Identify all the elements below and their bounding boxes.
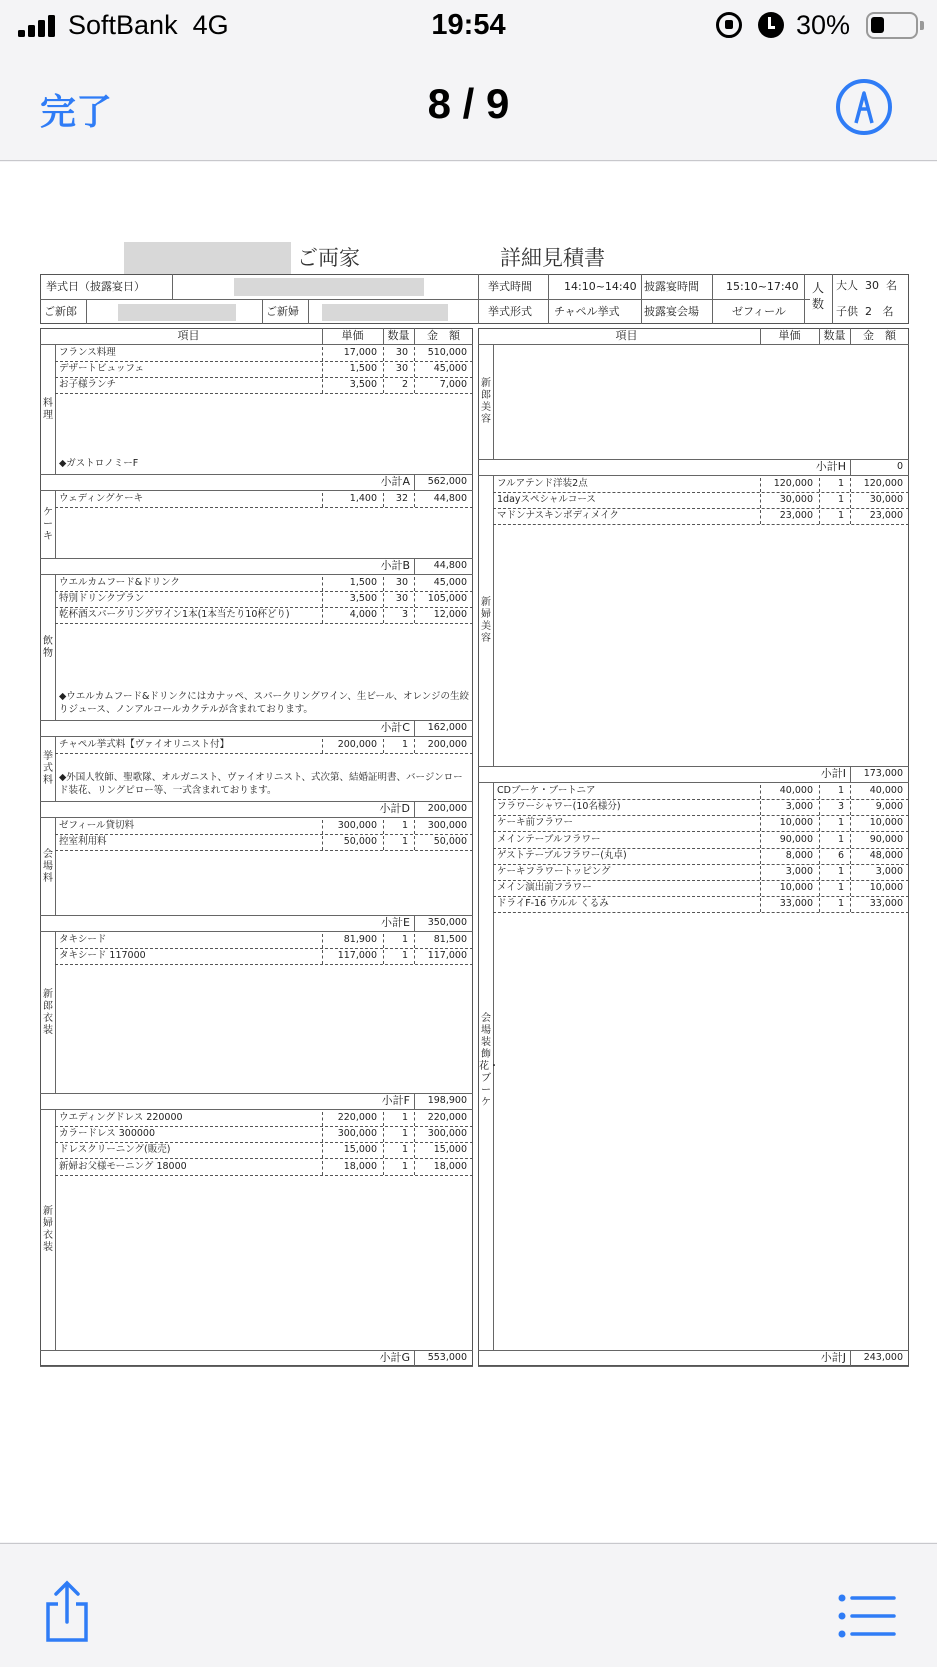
line-item-amount: 9,000 [875, 801, 903, 813]
section-note: ◆ガストロノミーF [59, 458, 139, 469]
column-header-qty: 数量 [387, 329, 410, 342]
line-item-name: ドレスクリーニング(販売) [59, 1144, 171, 1156]
line-item-price: 90,000 [779, 833, 813, 845]
section-category: 新郎美容 [481, 378, 491, 425]
guest-adults: 大人 30 名 [836, 279, 897, 292]
line-item-amount: 3,000 [875, 866, 903, 877]
line-item-amount: 15,000 [433, 1144, 467, 1156]
line-item-price: 17,000 [343, 347, 377, 358]
battery-icon [866, 12, 918, 39]
column-header-amount: 金 額 [427, 329, 460, 342]
column-header-unit-price: 単価 [341, 329, 364, 342]
document-title: 詳細見積書 [500, 246, 605, 270]
line-item-price: 3,000 [785, 866, 813, 877]
bride-label: ご新婦 [266, 305, 299, 318]
line-item-amount: 117,000 [427, 950, 467, 962]
line-item-name: 新婦お父様モーニング 18000 [59, 1160, 187, 1172]
line-item-qty: 1 [837, 882, 844, 894]
line-item-amount: 220,000 [427, 1112, 467, 1123]
section-note: ◆外国人牧師、聖歌隊、オルガニスト、ヴァイオリニスト、式次第、結婚証明書、バージンロード装花、リングピロー等、一式含まれております。 [59, 772, 463, 796]
line-item-price: 200,000 [337, 739, 377, 750]
line-item-price: 117,000 [337, 950, 377, 962]
bottom-toolbar [0, 1543, 937, 1667]
line-item-amount: 120,000 [863, 478, 903, 489]
status-bar [0, 0, 937, 50]
line-item-amount: 105,000 [427, 593, 467, 605]
line-item-price: 10,000 [779, 882, 813, 894]
line-item-qty: 1 [837, 866, 844, 877]
ceremony-date-label: 挙式日（披露宴日） [46, 280, 145, 293]
line-item-qty: 1 [401, 934, 408, 945]
line-item-name: ゲストテーブルフラワー(丸卓) [497, 849, 627, 861]
subtotal-amount: 162,000 [427, 722, 467, 733]
line-item-qty: 1 [401, 1128, 408, 1140]
reception-time: 15:10~17:40 [726, 280, 799, 293]
line-item-qty: 1 [837, 785, 844, 796]
line-item-qty: 1 [401, 950, 408, 962]
section-category: 新郎衣装 [43, 988, 53, 1036]
subtotal-label: 小計A [380, 475, 410, 488]
subtotal-amount: 0 [896, 461, 903, 472]
venue-label: 披露宴会場 [644, 305, 699, 318]
share-icon[interactable] [40, 1580, 94, 1644]
line-item-amount: 300,000 [427, 820, 467, 831]
line-item-amount: 44,800 [433, 493, 467, 504]
line-item-qty: 3 [401, 609, 408, 621]
line-item-name: 1dayスペシャルコース [497, 494, 596, 506]
subtotal-amount: 200,000 [427, 803, 467, 814]
column-header-unit-price: 単価 [778, 329, 801, 342]
line-item-name: チャペル挙式料【ヴァイオリニスト付】 [59, 739, 230, 750]
subtotal-label: 小計H [815, 460, 846, 473]
reception-time-label: 披露宴時間 [644, 280, 699, 293]
line-item-name: ドライF-16 ウルル くるみ [497, 898, 609, 910]
line-item-price: 1,500 [349, 363, 377, 375]
line-item-price: 8,000 [785, 849, 813, 861]
line-item-price: 50,000 [343, 836, 377, 848]
line-item-name: 控室利用料 [59, 836, 107, 848]
line-item-name: CDブーケ・ブートニア [497, 785, 596, 796]
line-item-qty: 1 [401, 820, 408, 831]
line-item-qty: 2 [401, 379, 408, 391]
line-item-price: 300,000 [337, 1128, 377, 1140]
line-item-name: ケーキ前フラワー [497, 817, 574, 829]
line-item-amount: 48,000 [869, 849, 903, 861]
section-category: 会場料 [43, 848, 53, 884]
line-item-name: タキシード 117000 [59, 950, 146, 962]
rotation-lock-icon [716, 12, 742, 38]
markup-pen-icon[interactable] [836, 79, 892, 135]
line-item-name: ウエディングドレス 220000 [59, 1112, 183, 1123]
carrier-label: SoftBank 4G [68, 10, 229, 40]
line-item-amount: 23,000 [869, 510, 903, 522]
line-item-price: 23,000 [779, 510, 813, 522]
line-item-amount: 12,000 [433, 609, 467, 621]
line-item-qty: 1 [401, 1160, 408, 1172]
subtotal-amount: 198,900 [427, 1095, 467, 1106]
column-header-item: 項目 [615, 329, 638, 342]
estimate-page [0, 162, 937, 1542]
section-note: ◆ウエルカムフード&ドリンクにはカナッペ、スパークリングワイン、生ビール、オレンジの生絞りジュース、ノンアルコールカクテルが含まれております。 [59, 691, 470, 715]
line-item-name: ゼフィール貸切料 [59, 820, 135, 831]
venue: ゼフィール [732, 305, 786, 318]
line-item-amount: 300,000 [427, 1128, 467, 1140]
line-item-qty: 30 [395, 577, 408, 588]
line-item-name: タキシード [59, 934, 107, 945]
line-item-qty: 1 [401, 739, 408, 750]
section-category: 新婦衣装 [43, 1206, 53, 1253]
ceremony-style-label: 挙式形式 [488, 305, 532, 318]
alarm-icon [758, 12, 784, 38]
subtotal-label: 小計F [381, 1094, 410, 1107]
subtotal-amount: 44,800 [433, 560, 467, 571]
navigation-bar [0, 50, 937, 161]
battery-percent: 30% [796, 10, 851, 40]
column-header-item: 項目 [177, 329, 200, 342]
section-category: ケーキ [43, 506, 53, 542]
line-item-qty: 1 [837, 510, 844, 522]
subtotal-label: 小計D [379, 802, 410, 815]
section-category: 挙式料 [43, 751, 53, 786]
line-item-amount: 10,000 [869, 817, 903, 829]
line-item-price: 40,000 [779, 785, 813, 796]
subtotal-label: 小計J [820, 1351, 846, 1364]
line-item-amount: 33,000 [869, 898, 903, 910]
subtotal-label: 小計C [380, 721, 410, 734]
line-item-price: 3,500 [349, 593, 377, 605]
subtotal-amount: 243,000 [863, 1352, 903, 1363]
line-item-amount: 90,000 [869, 833, 903, 845]
line-item-qty: 1 [401, 836, 408, 848]
ceremony-style: チャペル挙式 [554, 305, 620, 318]
line-item-price: 18,000 [343, 1160, 377, 1172]
list-icon[interactable] [838, 1594, 896, 1638]
line-item-amount: 45,000 [433, 363, 467, 375]
line-item-amount: 45,000 [433, 577, 467, 588]
ceremony-time: 14:10~14:40 [564, 280, 637, 293]
subtotal-label: 小計E [381, 916, 410, 929]
column-header-qty: 数量 [823, 329, 846, 342]
line-item-amount: 10,000 [869, 882, 903, 894]
line-item-qty: 30 [395, 593, 408, 605]
line-item-qty: 32 [395, 493, 408, 504]
line-item-name: ウエルカムフード&ドリンク [59, 577, 180, 588]
done-button[interactable]: 完了 [40, 92, 113, 133]
line-item-qty: 1 [837, 898, 844, 910]
subtotal-label: 小計B [380, 559, 410, 572]
line-item-name: 特別ドリンクプラン [59, 593, 145, 605]
line-item-price: 220,000 [337, 1112, 377, 1123]
line-item-price: 3,500 [349, 379, 377, 391]
line-item-amount: 81,500 [433, 934, 467, 945]
column-header-amount: 金 額 [863, 329, 896, 342]
line-item-amount: 18,000 [433, 1160, 467, 1172]
line-item-qty: 1 [837, 817, 844, 829]
section-category: 飲物 [43, 635, 53, 659]
line-item-name: カラードレス 300000 [59, 1128, 156, 1140]
section-category: 料理 [43, 397, 53, 421]
line-item-amount: 7,000 [439, 379, 467, 391]
line-item-name: メイン演出前フラワー [497, 882, 592, 894]
line-item-price: 3,000 [785, 801, 813, 813]
line-item-price: 33,000 [779, 898, 813, 910]
ceremony-time-label: 挙式時間 [488, 280, 532, 293]
clock: 19:54 [431, 9, 506, 41]
subtotal-amount: 173,000 [863, 768, 903, 779]
line-item-name: ケーキフラワートッピング [497, 866, 611, 877]
subtotal-label: 小計G [379, 1351, 410, 1364]
line-item-price: 120,000 [773, 478, 813, 489]
line-item-amount: 30,000 [869, 494, 903, 506]
line-item-qty: 6 [837, 849, 844, 861]
line-item-amount: 50,000 [433, 836, 467, 848]
subtotal-amount: 350,000 [427, 917, 467, 928]
subtotal-label: 小計I [820, 767, 846, 780]
line-item-price: 1,500 [349, 577, 377, 588]
subtotal-amount: 553,000 [427, 1352, 467, 1363]
line-item-qty: 1 [837, 478, 844, 489]
line-item-name: マドンナスキンボディメイク [497, 510, 619, 522]
guest-children: 子供 2 名 [836, 305, 894, 318]
line-item-price: 300,000 [337, 820, 377, 831]
line-item-qty: 1 [401, 1112, 408, 1123]
guests-label: 人数 [811, 281, 824, 311]
line-item-name: ウェディングケーキ [59, 493, 144, 504]
document-viewer[interactable] [0, 162, 937, 1542]
line-item-price: 30,000 [779, 494, 813, 506]
line-item-price: 1,400 [349, 493, 377, 504]
line-item-name: デザートビュッフェ [59, 363, 145, 375]
line-item-qty: 1 [837, 494, 844, 506]
line-item-name: 乾杯酒スパークリングワイン1本(1本当たり10杯どり) [59, 609, 290, 621]
subtotal-amount: 562,000 [427, 476, 467, 487]
line-item-qty: 30 [395, 347, 408, 358]
groom-label: ご新郎 [44, 305, 77, 318]
line-item-amount: 510,000 [427, 347, 467, 358]
line-item-qty: 1 [837, 833, 844, 845]
line-item-qty: 1 [401, 1144, 408, 1156]
line-item-name: お子様ランチ [59, 379, 117, 391]
redacted-name [124, 242, 291, 274]
line-item-amount: 40,000 [869, 785, 903, 796]
family-header: ご両家 [297, 246, 360, 270]
line-item-qty: 30 [395, 363, 408, 375]
line-item-amount: 200,000 [427, 739, 467, 750]
line-item-price: 4,000 [349, 609, 377, 621]
line-item-name: フルアテンド洋装2点 [497, 478, 588, 489]
page-indicator: 8 / 9 [427, 80, 510, 127]
section-category: 会場装飾花・ブーケ [479, 1012, 499, 1108]
line-item-price: 10,000 [779, 817, 813, 829]
line-item-qty: 3 [837, 801, 844, 813]
line-item-price: 15,000 [343, 1144, 377, 1156]
section-category: 新婦美容 [481, 597, 491, 644]
line-item-name: フラワーシャワー(10名様分) [497, 801, 621, 813]
line-item-price: 81,900 [343, 934, 377, 945]
line-item-name: メインテーブルフラワー [497, 833, 601, 845]
line-item-name: フランス料理 [59, 347, 116, 358]
